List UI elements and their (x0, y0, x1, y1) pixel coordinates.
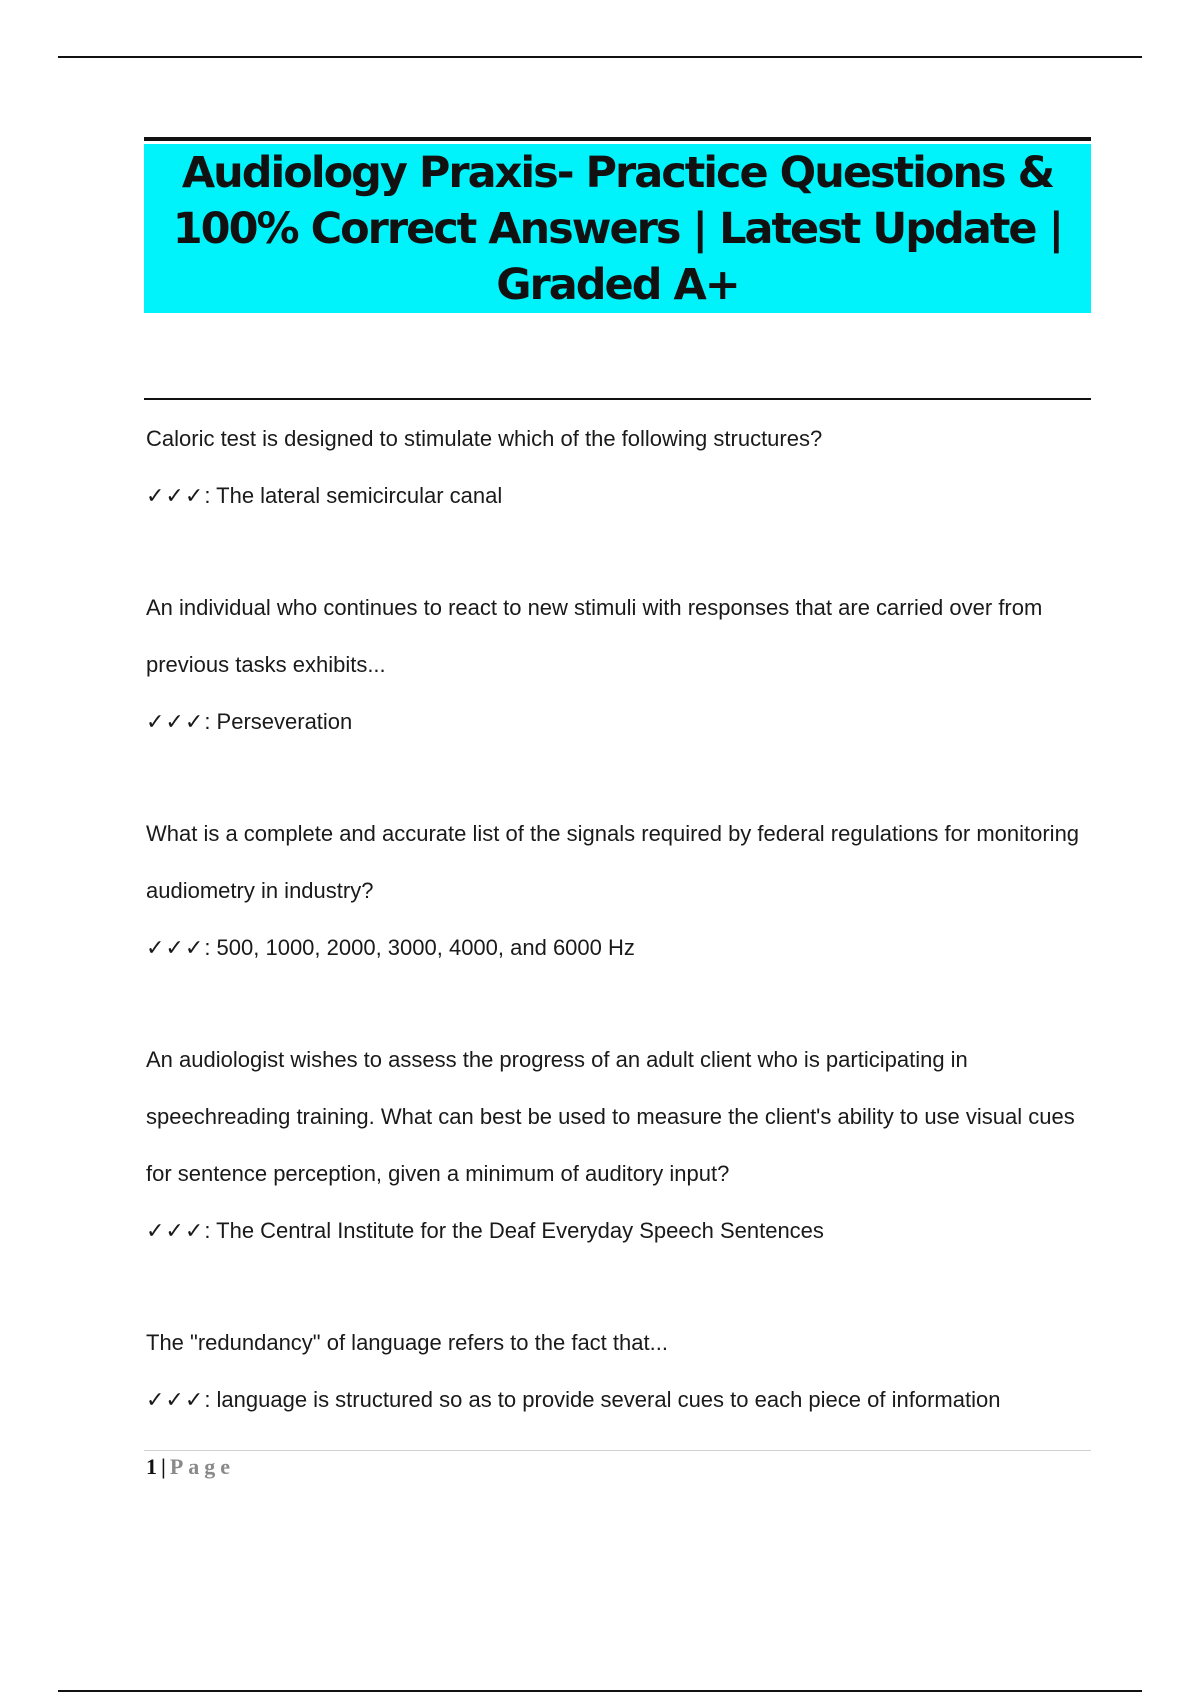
question-text: What is a complete and accurate list of the signals required by federal regulations for monitoring audiometry in industry? (146, 821, 1080, 903)
question-text: The "redundancy" of language refers to the fact that... (146, 1330, 668, 1355)
footer-separator: | (161, 1454, 166, 1479)
checkmarks-icon: ✓✓✓ (146, 1387, 205, 1412)
document-title: Audiology Praxis- Practice Questions & 100% Correct Answers | Latest Update | Graded A+ (172, 147, 1063, 310)
qa-item (146, 579, 1091, 750)
question-text: Caloric test is designed to stimulate which of the following structures? (146, 426, 823, 451)
checkmarks-icon: ✓✓✓ (146, 483, 205, 508)
qa-item (146, 805, 1091, 976)
qa-list (146, 410, 1091, 1483)
title-banner (144, 144, 1091, 313)
answer-line (146, 919, 1091, 976)
answer-line (146, 1202, 1091, 1259)
answer-text: : The lateral semicircular canal (204, 483, 503, 508)
question-text: An audiologist wishes to assess the progress of an adult client who is participating in speechreading training. What can best be used to measure the client's ability to use visual cues for sentence perception, given a minimum of auditory input? (146, 1047, 1075, 1186)
bottom-rule (58, 1690, 1142, 1692)
answer-line (146, 693, 1091, 750)
footer-divider (144, 1450, 1091, 1451)
checkmarks-icon: ✓✓✓ (146, 935, 205, 960)
page-footer (146, 1454, 235, 1480)
checkmarks-icon: ✓✓✓ (146, 1218, 205, 1243)
answer-line (146, 467, 1091, 524)
answer-text: : Perseveration (204, 709, 353, 734)
answer-line (146, 1371, 1091, 1428)
title-top-rule (144, 137, 1091, 141)
page-label: Page (169, 1454, 236, 1479)
answer-text: : language is structured so as to provide several cues to each piece of information (204, 1387, 1001, 1412)
top-rule (58, 56, 1142, 58)
answer-text: : The Central Institute for the Deaf Everyday Speech Sentences (204, 1218, 824, 1243)
answer-text: : 500, 1000, 2000, 3000, 4000, and 6000 Hz (204, 935, 635, 960)
checkmarks-icon: ✓✓✓ (146, 709, 205, 734)
page-number: 1 (146, 1454, 157, 1479)
qa-item (146, 1031, 1091, 1259)
title-bottom-rule (144, 398, 1091, 400)
question-text: An individual who continues to react to new stimuli with responses that are carried over from previous tasks exhibits... (146, 595, 1043, 677)
qa-item (146, 1314, 1091, 1428)
qa-item (146, 410, 1091, 524)
